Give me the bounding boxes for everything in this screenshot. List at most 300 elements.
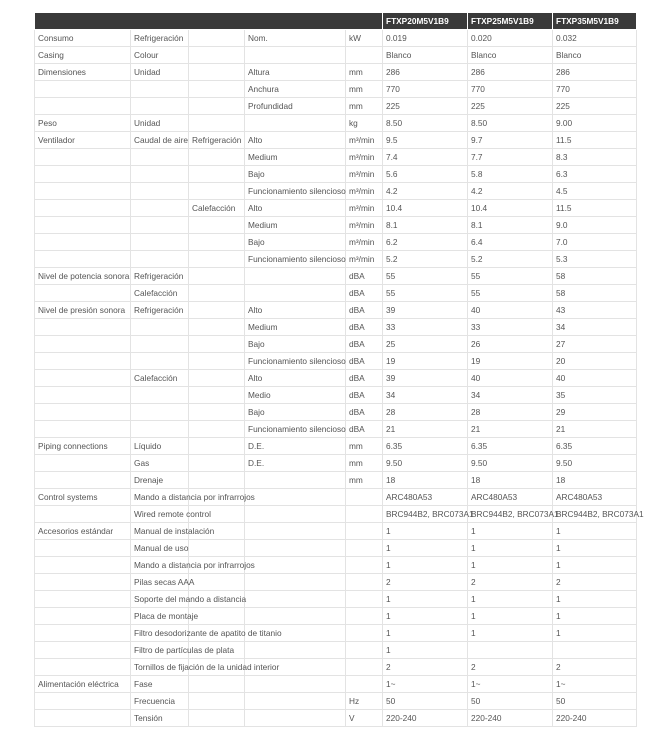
spec-value: 18 — [553, 472, 637, 489]
spec-parameter: Funcionamiento silencioso — [245, 421, 346, 438]
spec-subcategory: Unidad — [131, 115, 189, 132]
spec-category: Accesorios estándar — [35, 523, 131, 540]
table-row — [35, 370, 637, 387]
spec-mode — [189, 404, 245, 421]
spec-value: 1 — [383, 557, 468, 574]
table-row — [35, 30, 637, 47]
spec-unit: mm — [346, 455, 383, 472]
spec-subcategory: Placa de montaje — [131, 608, 189, 625]
spec-subcategory: Fase — [131, 676, 189, 693]
spec-value: 21 — [468, 421, 553, 438]
spec-subcategory — [131, 98, 189, 115]
spec-subcategory: Drenaje — [131, 472, 189, 489]
spec-unit: dBA — [346, 370, 383, 387]
spec-value: 1 — [553, 557, 637, 574]
spec-value: 2 — [468, 659, 553, 676]
spec-value: 7.4 — [383, 149, 468, 166]
spec-value: 0.020 — [468, 30, 553, 47]
spec-subcategory — [131, 387, 189, 404]
spec-value: Blanco — [468, 47, 553, 64]
table-row — [35, 506, 637, 523]
spec-subcategory: Filtro de partículas de plata — [131, 642, 189, 659]
spec-value: 6.3 — [553, 166, 637, 183]
spec-unit: m³/min — [346, 217, 383, 234]
spec-value: 8.3 — [553, 149, 637, 166]
spec-unit: m³/min — [346, 183, 383, 200]
spec-category — [35, 404, 131, 421]
spec-category — [35, 574, 131, 591]
spec-unit: dBA — [346, 353, 383, 370]
spec-value: 1 — [553, 591, 637, 608]
spec-value: 39 — [383, 370, 468, 387]
table-row — [35, 115, 637, 132]
spec-category: Ventilador — [35, 132, 131, 149]
spec-parameter — [245, 693, 346, 710]
spec-value: 28 — [383, 404, 468, 421]
table-row — [35, 285, 637, 302]
header-row — [35, 13, 637, 30]
spec-mode — [189, 115, 245, 132]
spec-category: Alimentación eléctrica — [35, 676, 131, 693]
spec-value: 770 — [468, 81, 553, 98]
spec-parameter — [245, 540, 346, 557]
spec-value: 8.50 — [468, 115, 553, 132]
spec-parameter: Medium — [245, 149, 346, 166]
spec-value: 58 — [553, 285, 637, 302]
spec-mode — [189, 234, 245, 251]
spec-unit — [346, 557, 383, 574]
spec-value: 4.2 — [468, 183, 553, 200]
spec-subcategory: Colour — [131, 47, 189, 64]
spec-parameter: Medio — [245, 387, 346, 404]
spec-parameter: Alto — [245, 302, 346, 319]
model-header: FTXP35M5V1B9 — [553, 13, 637, 30]
spec-category: Casing — [35, 47, 131, 64]
table-row — [35, 455, 637, 472]
spec-value: BRC944B2, BRC073A1 — [553, 506, 637, 523]
spec-subcategory: Mando a distancia por infrarrojos — [131, 489, 189, 506]
spec-category — [35, 642, 131, 659]
spec-value: 5.2 — [383, 251, 468, 268]
spec-parameter — [245, 608, 346, 625]
table-row — [35, 319, 637, 336]
spec-mode — [189, 302, 245, 319]
spec-unit — [346, 591, 383, 608]
spec-value: 11.5 — [553, 132, 637, 149]
spec-value: 1 — [468, 608, 553, 625]
spec-value: 286 — [383, 64, 468, 81]
spec-value: 29 — [553, 404, 637, 421]
spec-value: 5.8 — [468, 166, 553, 183]
spec-value: 40 — [468, 302, 553, 319]
spec-unit: m³/min — [346, 166, 383, 183]
spec-value: 50 — [553, 693, 637, 710]
spec-subcategory: Refrigeración — [131, 268, 189, 285]
spec-category — [35, 370, 131, 387]
spec-unit — [346, 489, 383, 506]
table-row — [35, 404, 637, 421]
spec-subcategory: Calefacción — [131, 285, 189, 302]
spec-unit — [346, 625, 383, 642]
table-row — [35, 387, 637, 404]
table-row — [35, 234, 637, 251]
spec-mode — [189, 387, 245, 404]
spec-subcategory: Tensión — [131, 710, 189, 727]
spec-value: 1 — [468, 540, 553, 557]
table-row — [35, 489, 637, 506]
spec-unit — [346, 608, 383, 625]
spec-value: 9.7 — [468, 132, 553, 149]
spec-unit: dBA — [346, 302, 383, 319]
spec-unit: dBA — [346, 387, 383, 404]
spec-unit — [346, 659, 383, 676]
spec-parameter — [245, 710, 346, 727]
spec-value — [468, 642, 553, 659]
table-row — [35, 183, 637, 200]
spec-mode — [189, 268, 245, 285]
spec-parameter — [245, 47, 346, 64]
spec-value: 21 — [383, 421, 468, 438]
spec-category — [35, 540, 131, 557]
spec-category — [35, 455, 131, 472]
spec-parameter — [245, 523, 346, 540]
spec-category — [35, 217, 131, 234]
spec-value: ARC480A53 — [383, 489, 468, 506]
spec-subcategory: Tornillos de fijación de la unidad interior — [131, 659, 189, 676]
spec-value: 770 — [383, 81, 468, 98]
spec-value: 33 — [468, 319, 553, 336]
spec-value: 7.0 — [553, 234, 637, 251]
spec-mode: Calefacción — [189, 200, 245, 217]
spec-mode — [189, 710, 245, 727]
table-row — [35, 268, 637, 285]
spec-subcategory: Caudal de aire — [131, 132, 189, 149]
spec-parameter: Funcionamiento silencioso — [245, 353, 346, 370]
spec-value: 7.7 — [468, 149, 553, 166]
spec-value: 1 — [383, 523, 468, 540]
spec-value: 2 — [553, 574, 637, 591]
spec-unit: m³/min — [346, 251, 383, 268]
spec-value: 9.50 — [383, 455, 468, 472]
spec-subcategory: Líquido — [131, 438, 189, 455]
spec-value: 220-240 — [383, 710, 468, 727]
spec-table — [34, 12, 644, 727]
table-row — [35, 557, 637, 574]
spec-category — [35, 625, 131, 642]
spec-parameter: Bajo — [245, 234, 346, 251]
spec-subcategory — [131, 217, 189, 234]
spec-subcategory — [131, 421, 189, 438]
spec-category — [35, 659, 131, 676]
spec-value — [553, 642, 637, 659]
spec-value: 286 — [468, 64, 553, 81]
spec-parameter — [245, 268, 346, 285]
spec-subcategory: Gas — [131, 455, 189, 472]
spec-unit: kg — [346, 115, 383, 132]
spec-value: 28 — [468, 404, 553, 421]
spec-value: 9.50 — [553, 455, 637, 472]
spec-subcategory: Pilas secas AAA — [131, 574, 189, 591]
spec-parameter: D.E. — [245, 455, 346, 472]
spec-value: 9.5 — [383, 132, 468, 149]
spec-category: Nivel de presión sonora — [35, 302, 131, 319]
table-row — [35, 217, 637, 234]
spec-value: 1 — [383, 642, 468, 659]
spec-value: 43 — [553, 302, 637, 319]
table-row — [35, 251, 637, 268]
spec-value: 0.019 — [383, 30, 468, 47]
table-row — [35, 81, 637, 98]
spec-subcategory — [131, 81, 189, 98]
spec-subcategory: Mando a distancia por infrarrojos — [131, 557, 189, 574]
spec-value: 55 — [383, 285, 468, 302]
spec-mode — [189, 166, 245, 183]
spec-subcategory: Unidad — [131, 64, 189, 81]
spec-value: 6.35 — [383, 438, 468, 455]
spec-unit — [346, 642, 383, 659]
spec-value: 770 — [553, 81, 637, 98]
spec-parameter: D.E. — [245, 438, 346, 455]
spec-unit: mm — [346, 64, 383, 81]
spec-mode — [189, 472, 245, 489]
spec-value: ARC480A53 — [468, 489, 553, 506]
spec-mode — [189, 319, 245, 336]
spec-value: 27 — [553, 336, 637, 353]
spec-value: 10.4 — [383, 200, 468, 217]
spec-unit: m³/min — [346, 149, 383, 166]
spec-mode — [189, 47, 245, 64]
spec-value: 1 — [468, 625, 553, 642]
spec-mode — [189, 285, 245, 302]
table-row — [35, 64, 637, 81]
spec-value: 1~ — [383, 676, 468, 693]
spec-parameter: Medium — [245, 319, 346, 336]
model-header: FTXP20M5V1B9 — [383, 13, 468, 30]
spec-value: 6.4 — [468, 234, 553, 251]
spec-value: 40 — [468, 370, 553, 387]
spec-value: 1~ — [468, 676, 553, 693]
spec-value: 1 — [553, 540, 637, 557]
spec-category — [35, 98, 131, 115]
spec-unit: dBA — [346, 421, 383, 438]
spec-category — [35, 710, 131, 727]
spec-value: 6.2 — [383, 234, 468, 251]
spec-value: 8.1 — [383, 217, 468, 234]
spec-value: 34 — [553, 319, 637, 336]
spec-parameter — [245, 489, 346, 506]
spec-value: 19 — [383, 353, 468, 370]
spec-parameter: Alto — [245, 132, 346, 149]
spec-value: 1 — [553, 625, 637, 642]
table-row — [35, 523, 637, 540]
spec-subcategory — [131, 353, 189, 370]
spec-unit: mm — [346, 472, 383, 489]
spec-value: 40 — [553, 370, 637, 387]
spec-value: 4.2 — [383, 183, 468, 200]
spec-subcategory — [131, 149, 189, 166]
spec-parameter: Medium — [245, 217, 346, 234]
spec-value: 286 — [553, 64, 637, 81]
spec-value: 18 — [468, 472, 553, 489]
spec-value: 8.50 — [383, 115, 468, 132]
spec-category — [35, 336, 131, 353]
spec-value: Blanco — [383, 47, 468, 64]
spec-value: 6.35 — [468, 438, 553, 455]
spec-category — [35, 421, 131, 438]
table-row — [35, 625, 637, 642]
table-row — [35, 353, 637, 370]
spec-subcategory: Refrigeración — [131, 302, 189, 319]
spec-parameter — [245, 285, 346, 302]
spec-category — [35, 608, 131, 625]
spec-unit: mm — [346, 98, 383, 115]
table-row — [35, 47, 637, 64]
spec-value: 19 — [468, 353, 553, 370]
spec-value: 225 — [553, 98, 637, 115]
spec-unit: dBA — [346, 336, 383, 353]
spec-parameter — [245, 472, 346, 489]
table-row — [35, 132, 637, 149]
spec-parameter: Bajo — [245, 336, 346, 353]
spec-parameter: Alto — [245, 200, 346, 217]
spec-value: 9.0 — [553, 217, 637, 234]
spec-category — [35, 387, 131, 404]
spec-mode — [189, 98, 245, 115]
spec-parameter: Alto — [245, 370, 346, 387]
spec-unit — [346, 506, 383, 523]
table-row — [35, 472, 637, 489]
spec-unit: m³/min — [346, 200, 383, 217]
spec-value: 1 — [383, 591, 468, 608]
spec-value: 2 — [553, 659, 637, 676]
spec-mode — [189, 438, 245, 455]
spec-mode — [189, 336, 245, 353]
table-row — [35, 659, 637, 676]
spec-subcategory: Frecuencia — [131, 693, 189, 710]
table-row — [35, 608, 637, 625]
spec-category — [35, 251, 131, 268]
spec-value: 39 — [383, 302, 468, 319]
spec-category: Nivel de potencia sonora — [35, 268, 131, 285]
spec-value: 25 — [383, 336, 468, 353]
spec-value: 1 — [468, 523, 553, 540]
spec-subcategory — [131, 336, 189, 353]
spec-parameter: Bajo — [245, 166, 346, 183]
spec-subcategory: Refrigeración — [131, 30, 189, 47]
spec-value: 2 — [383, 659, 468, 676]
spec-value: Blanco — [553, 47, 637, 64]
spec-value: 26 — [468, 336, 553, 353]
spec-parameter: Nom. — [245, 30, 346, 47]
spec-mode — [189, 370, 245, 387]
table-row — [35, 676, 637, 693]
spec-mode — [189, 693, 245, 710]
spec-subcategory — [131, 200, 189, 217]
spec-category — [35, 591, 131, 608]
table-row — [35, 574, 637, 591]
spec-parameter: Altura — [245, 64, 346, 81]
spec-value: 34 — [468, 387, 553, 404]
spec-mode — [189, 540, 245, 557]
spec-category: Control systems — [35, 489, 131, 506]
spec-category — [35, 234, 131, 251]
spec-parameter: Funcionamiento silencioso — [245, 183, 346, 200]
spec-value: 9.50 — [468, 455, 553, 472]
spec-value: 11.5 — [553, 200, 637, 217]
spec-value: 5.3 — [553, 251, 637, 268]
spec-parameter — [245, 115, 346, 132]
spec-unit: dBA — [346, 319, 383, 336]
spec-value: 50 — [383, 693, 468, 710]
spec-value: 220-240 — [553, 710, 637, 727]
spec-parameter — [245, 642, 346, 659]
spec-parameter: Funcionamiento silencioso — [245, 251, 346, 268]
spec-subcategory: Wired remote control — [131, 506, 189, 523]
spec-value: 55 — [468, 285, 553, 302]
spec-value: 35 — [553, 387, 637, 404]
spec-value: 55 — [468, 268, 553, 285]
table-row — [35, 302, 637, 319]
spec-value: 1 — [553, 608, 637, 625]
spec-category: Consumo — [35, 30, 131, 47]
spec-value: 2 — [468, 574, 553, 591]
spec-subcategory — [131, 234, 189, 251]
spec-value: 5.2 — [468, 251, 553, 268]
spec-mode — [189, 455, 245, 472]
spec-value: 4.5 — [553, 183, 637, 200]
table-row — [35, 438, 637, 455]
spec-subcategory: Filtro desodorizante de apatito de titanio — [131, 625, 189, 642]
spec-category — [35, 149, 131, 166]
spec-category — [35, 319, 131, 336]
spec-mode — [189, 81, 245, 98]
spec-category — [35, 285, 131, 302]
spec-value: 1~ — [553, 676, 637, 693]
spec-mode — [189, 353, 245, 370]
table-row — [35, 336, 637, 353]
spec-value: 34 — [383, 387, 468, 404]
table-row — [35, 540, 637, 557]
spec-parameter — [245, 506, 346, 523]
table-row — [35, 149, 637, 166]
spec-parameter — [245, 574, 346, 591]
spec-mode — [189, 421, 245, 438]
spec-value: 9.00 — [553, 115, 637, 132]
spec-value: 50 — [468, 693, 553, 710]
spec-value: 2 — [383, 574, 468, 591]
spec-unit: dBA — [346, 285, 383, 302]
header-blank — [35, 13, 383, 30]
spec-category — [35, 557, 131, 574]
spec-parameter: Profundidad — [245, 98, 346, 115]
spec-value: 1 — [468, 557, 553, 574]
spec-value: 33 — [383, 319, 468, 336]
spec-subcategory — [131, 319, 189, 336]
spec-value: 58 — [553, 268, 637, 285]
table-row — [35, 710, 637, 727]
spec-category — [35, 81, 131, 98]
spec-unit: mm — [346, 81, 383, 98]
spec-category — [35, 183, 131, 200]
spec-subcategory — [131, 404, 189, 421]
spec-category — [35, 506, 131, 523]
spec-parameter — [245, 676, 346, 693]
table-row — [35, 693, 637, 710]
spec-category — [35, 472, 131, 489]
spec-value: 21 — [553, 421, 637, 438]
spec-value: 8.1 — [468, 217, 553, 234]
table-row — [35, 98, 637, 115]
